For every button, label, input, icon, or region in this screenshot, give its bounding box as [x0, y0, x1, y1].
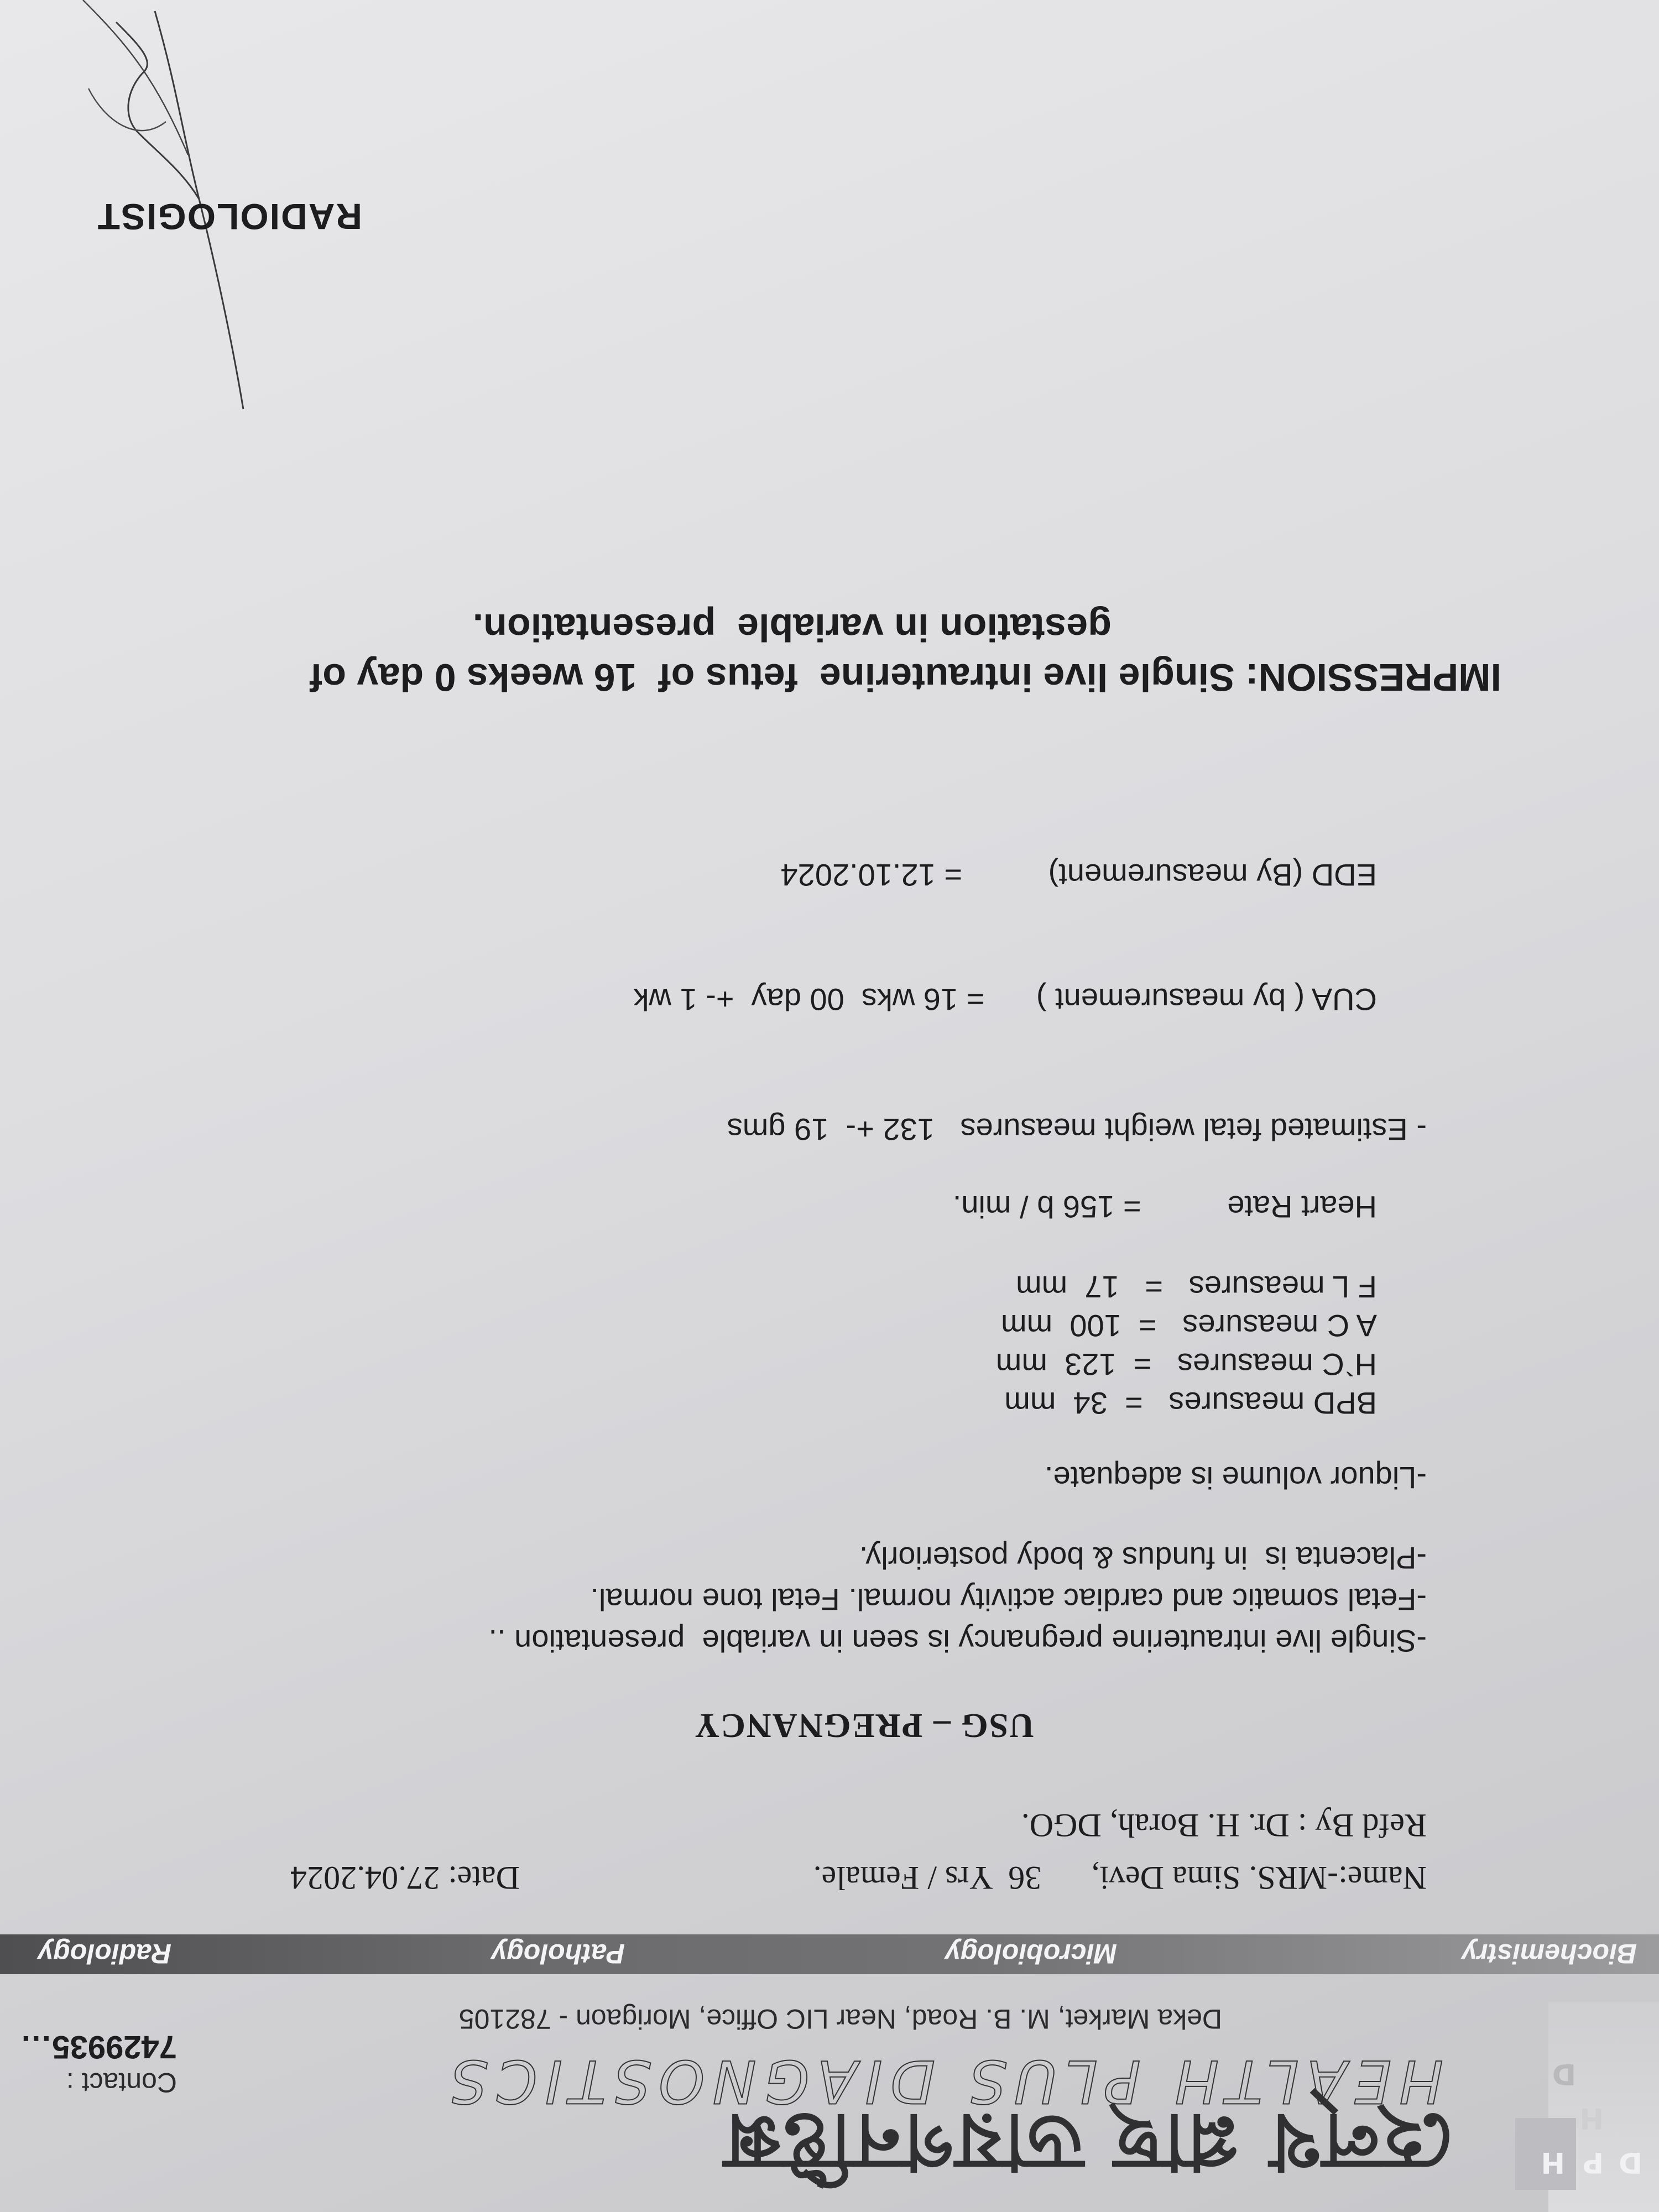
heart-rate: Heart Rate = 156 b / min.	[952, 1190, 1377, 1224]
logo-letter-h-lower: H	[1579, 2101, 1604, 2135]
measurement-fl: F L measures = 17 mm	[1015, 1270, 1377, 1305]
dept-radiology: Radiology	[38, 1938, 171, 1969]
measurement-bpd: BPD measures = 34 mm	[1004, 1386, 1377, 1421]
dept-biochemistry: Biochemistry	[1462, 1938, 1637, 1969]
referred-by: Refd By : Dr. H. Borah, DGO.	[1021, 1807, 1427, 1844]
patient-name-line: Name:-MRS. Sima Devi, 36 Yrs / Female.	[813, 1860, 1427, 1896]
clinic-name-english: HEALTH PLUS DIAGNOSTICS	[442, 2047, 1443, 2115]
impression-line-2: gestation in variable presentation.	[472, 606, 1112, 649]
report-date: Date: 27.04.2024	[290, 1860, 520, 1896]
logo-letter-d-lower: D	[1552, 2057, 1576, 2090]
dept-microbiology: Microbiology	[945, 1938, 1117, 1969]
contact-phone: 7429935…	[20, 2029, 177, 2065]
dept-pathology: Pathology	[491, 1938, 625, 1969]
logo-letter-p: P	[1582, 2146, 1604, 2179]
logo-letter-h: H	[1541, 2146, 1565, 2179]
clinic-name-assamese: হেল্থ প্লাছ ডায়গনষ্টিক্স	[722, 2096, 1454, 2187]
measurement-ac: A C measures = 100 mm	[1000, 1308, 1377, 1343]
signatory-title: RADIOLOGIST	[96, 196, 362, 237]
cua-by-measurement: CUA ( by measurement ) = 16 wks 00 day +- 1 wk	[633, 982, 1377, 1017]
edd-by-measurement: EDD (By measurement) = 12.10.2024	[780, 858, 1377, 893]
clinic-address: Deka Market, M. B. Road, Near LIC Office, Morigaon - 782105	[458, 2004, 1222, 2034]
logo-letter-d: D	[1618, 2146, 1642, 2179]
finding-line: -Liquor volume is adequate.	[1044, 1460, 1427, 1495]
department-bar	[0, 1934, 1659, 1974]
finding-line: -Placenta is in fundus & body posteriorly.	[859, 1541, 1427, 1575]
impression-line-1: IMPRESSION: Single live intrauterine fetus of 16 weeks 0 day of	[309, 656, 1501, 699]
clinic-logo	[1541, 2002, 1659, 2212]
report-title: USG – PREGNANCY	[693, 1707, 1034, 1744]
estimated-fetal-weight: - Estimated fetal weight measures 132 +- 19 gms	[727, 1112, 1427, 1147]
finding-line: -Fetal somatic and cardiac activity normal. Fetal tone normal.	[590, 1582, 1427, 1617]
measurement-hc: H`C measures = 123 mm	[995, 1347, 1377, 1382]
contact-label: Contact :	[66, 2067, 177, 2098]
finding-line: -Single live intrauterine pregnancy is seen in variable presentation ..	[488, 1624, 1427, 1658]
